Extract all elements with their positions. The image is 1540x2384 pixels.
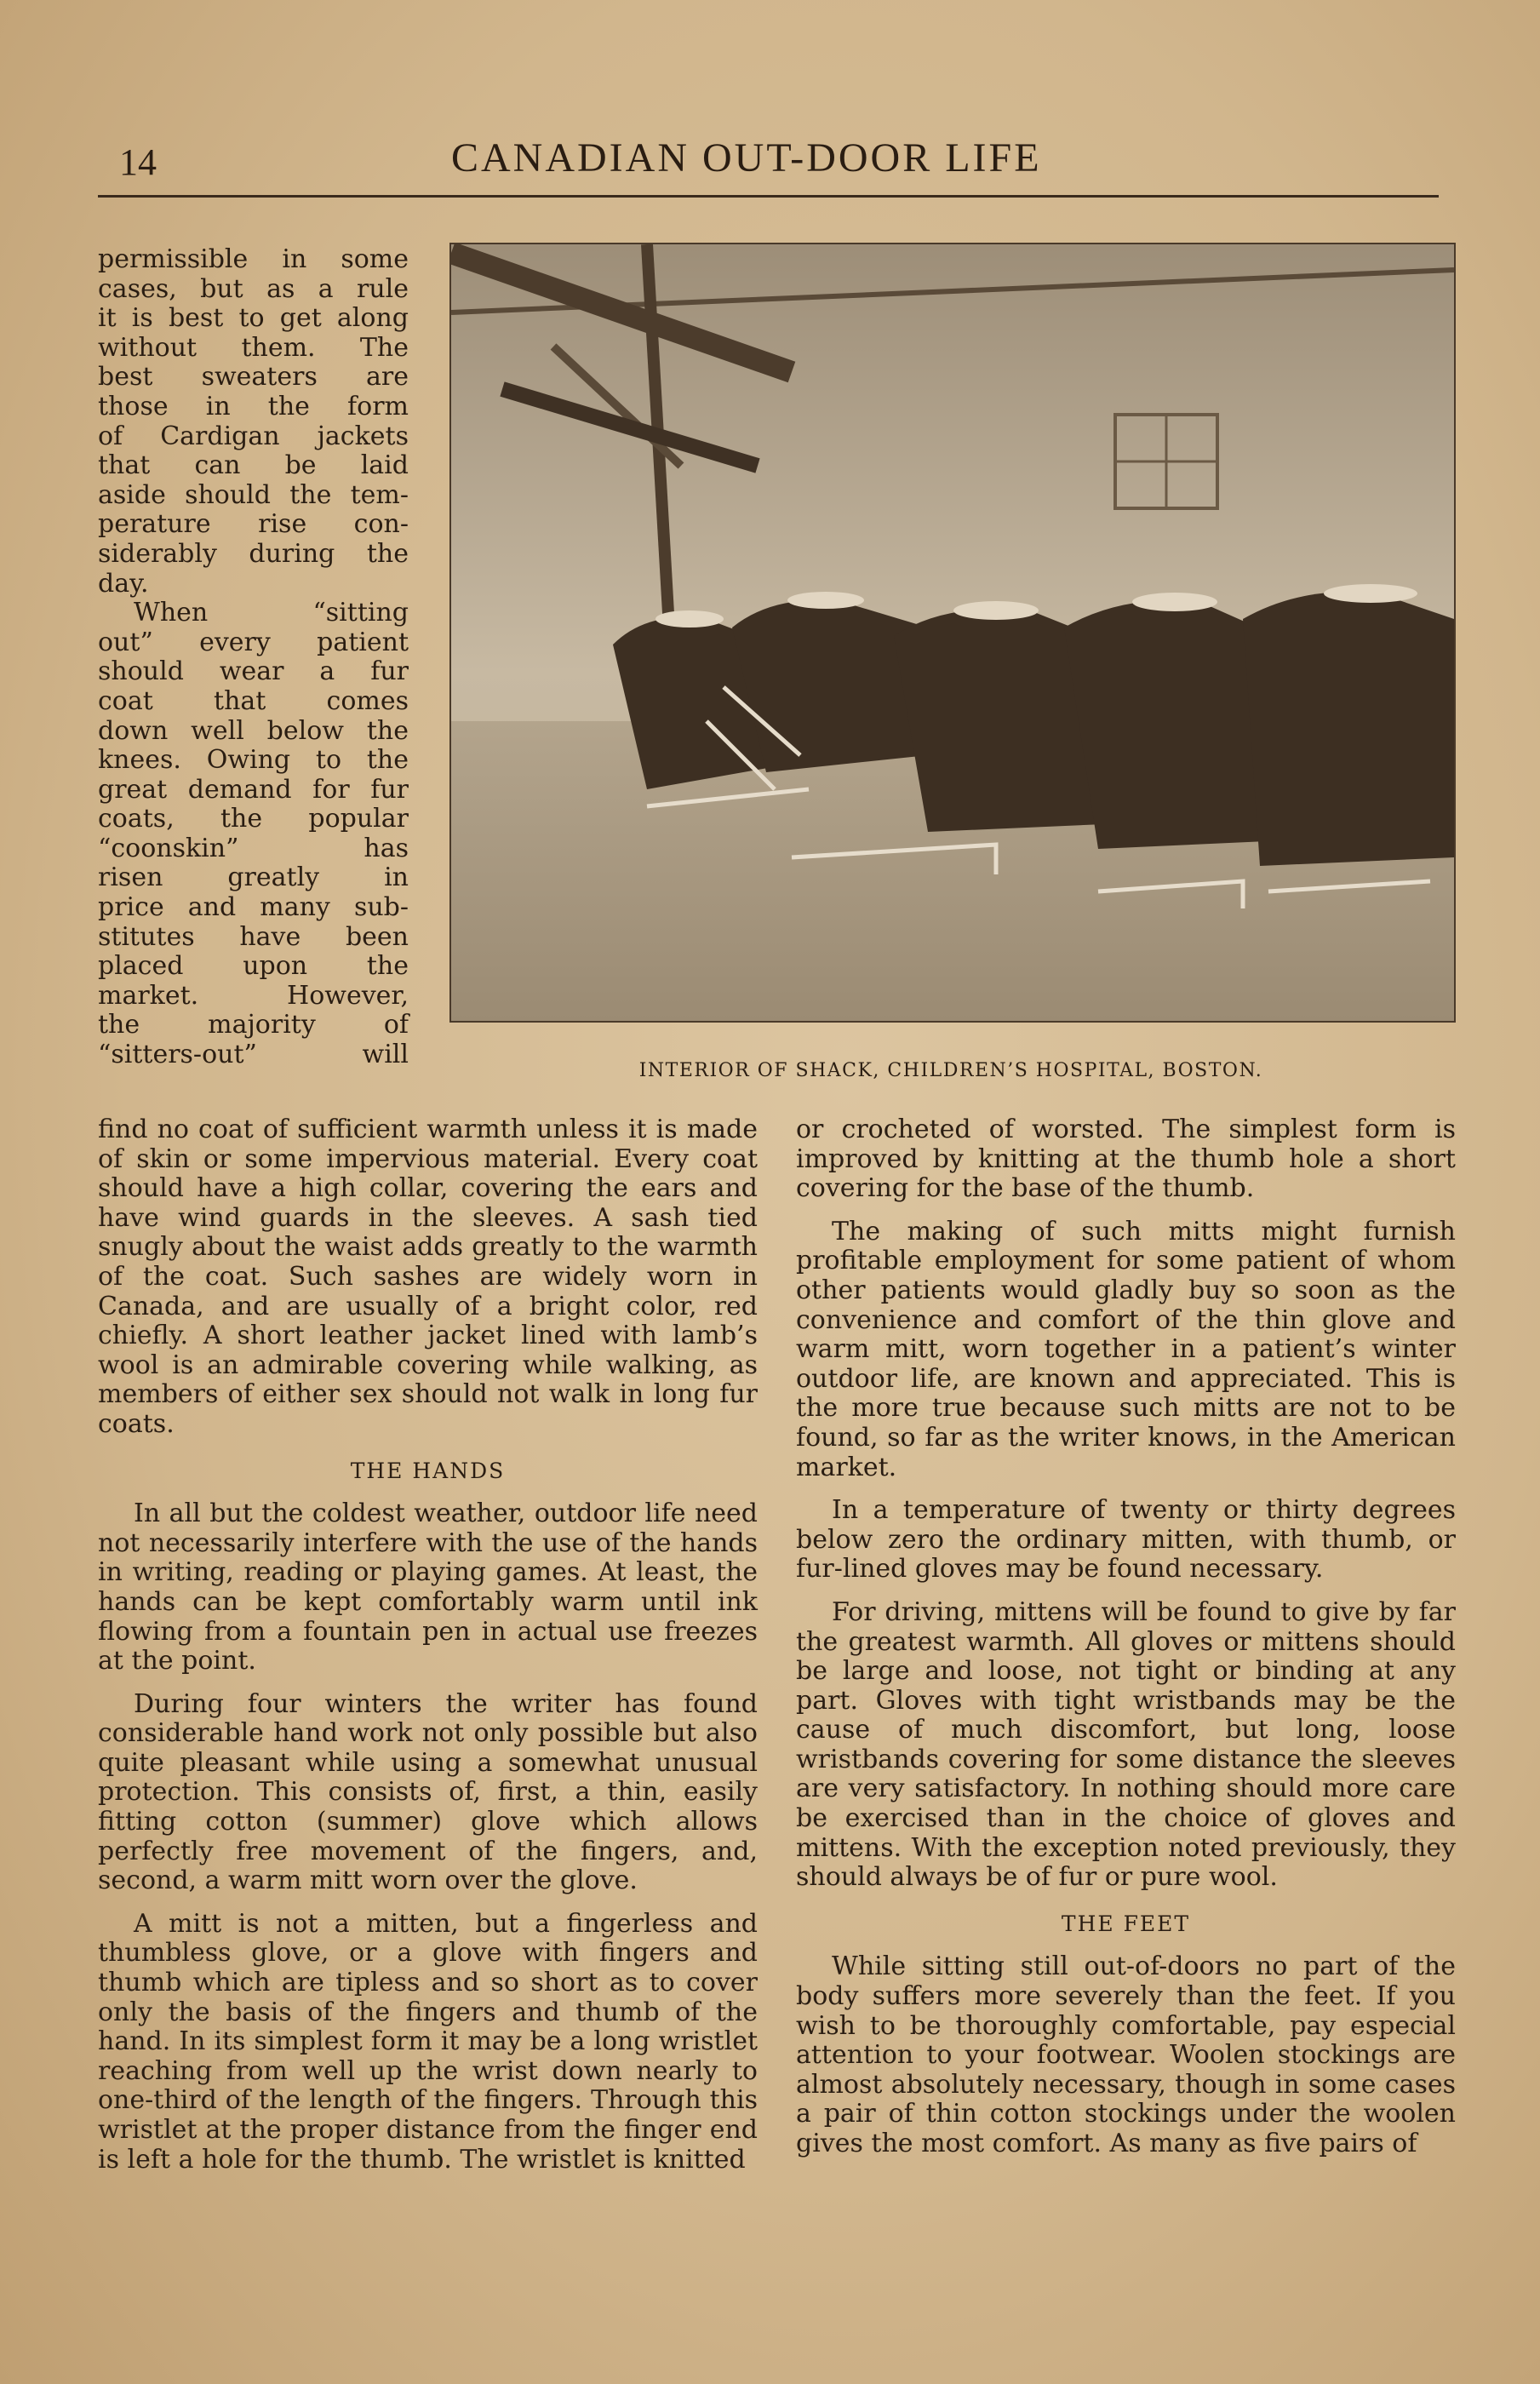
body-paragraph: find no coat of sufficient warmth unless it is made of skin or some impervious material. Every coat should have a high collar, covering the ears and have wind guards in the sleeves. A sash tied snugly about the waist adds greatly to the warmth of the coat. Such sashes are widely worn in Canada, and are usually of a bright color, red chiefly. A short leather jacket lined with lamb’s wool is an admirable covering while walking, as members of either sex should not walk in long fur coats.: [98, 1115, 758, 1439]
text-line: of Cardigan jackets: [98, 421, 409, 451]
body-paragraph: A mitt is not a mitten, but a fingerless and thumbless glove, or a glove with fingers and thumb which are tipless and so short as to cover only the basis of the fingers and thumb of the hand. In its simplest form it may be a long wristlet reaching from well up the wrist down nearly to one-third of the length of the fingers. Through this wristlet at the proper distance from the finger end is left a hole for the thumb. The wristlet is knitted: [98, 1908, 758, 2175]
text-line: out” every patient: [98, 627, 409, 657]
text-line: market. However,: [98, 980, 409, 1011]
body-paragraph: or crocheted of worsted. The simplest form is improved by knitting at the thumb hole a short covering for the base of the thumb.: [796, 1115, 1456, 1204]
text-line: coat that comes: [98, 685, 409, 716]
body-paragraph: For driving, mittens will be found to give by far the greatest warmth. All gloves or mittens should be large and loose, not tight or binding at any part. Gloves with tight wristbands may be the cause of much discomfort, but long, loose wristbands covering for some distance the sleeves are very satisfactory. In nothing should more care be exercised than in the choice of gloves and mittens. With the exception noted previously, they should always be of fur or pure wool.: [796, 1596, 1456, 1893]
text-line: When “sitting: [134, 598, 409, 628]
text-line: siderably during the: [98, 538, 409, 569]
section-heading-hands: THE HANDS: [350, 1458, 506, 1483]
text-line: price and many sub-: [98, 892, 409, 923]
text-line: aside should the tem-: [98, 479, 409, 510]
page-number: 14: [119, 141, 157, 183]
text-line: it is best to get along: [98, 303, 409, 334]
section-heading-feet: THE FEET: [1061, 1911, 1191, 1936]
body-paragraph: During four winters the writer has found considerable hand work not only possible but also quite pleasant while using a somewhat unusual protection. This consists of, first, a thin, easily fitting cotton (summer) glove which allows perfectly free movement of the fingers, and, second, a warm mitt worn over the glove.: [98, 1688, 758, 1896]
body-paragraph: The making of such mitts might furnish profitable employment for some patient of whom other patients would gladly buy so soon as the convenience and comfort of the thin glove and warm mitt, worn together in a patient’s winter outdoor life, are known and appreciated. This is the more true because such mitts are not to be found, so far as the writer knows, in the American market.: [796, 1216, 1456, 1482]
text-line: down well below the: [98, 715, 409, 746]
text-line: best sweaters are: [98, 362, 409, 393]
body-paragraph: In a temperature of twenty or thirty degrees below zero the ordinary mitten, with thumb, or fur-lined gloves may be found necessary.: [796, 1495, 1456, 1585]
intro-column: [98, 245, 409, 1070]
text-line: should wear a fur: [98, 656, 409, 687]
text-line: permissible in some: [98, 244, 409, 274]
text-line: placed upon the: [98, 951, 409, 982]
text-line: that can be laid: [98, 450, 409, 481]
running-title: CANADIAN OUT-DOOR LIFE: [451, 135, 1042, 181]
text-line: knees. Owing to the: [98, 745, 409, 776]
text-line: coats, the popular: [98, 804, 409, 834]
left-column: [98, 1115, 758, 2175]
text-line: the majority of: [98, 1010, 409, 1040]
body-paragraph: While sitting still out-of-doors no part of the body suffers more severely than the feet. If you wish to be thoroughly comfortable, pay especial attention to your footwear. Woolen stockings are almost absolutely necessary, though in some cases a pair of thin cotton stockings under the woolen gives the most comfort. As many as five pairs of: [796, 1951, 1456, 2158]
text-line: day.: [98, 568, 149, 599]
text-line: risen greatly in: [98, 862, 409, 893]
text-line: those in the form: [98, 391, 409, 421]
body-paragraph: In all but the coldest weather, outdoor life need not necessarily interfere with the use of the hands in writing, reading or playing games. At least, the hands can be kept comfortably warm until ink flowing from a fountain pen in actual use freezes at the point.: [98, 1499, 758, 1676]
text-line: cases, but as a rule: [98, 273, 409, 304]
right-column: [796, 1115, 1456, 2159]
text-line: “sitters-out” will: [98, 1040, 409, 1070]
text-line: “coonskin” has: [98, 833, 409, 863]
text-line: stitutes have been: [98, 921, 409, 952]
text-line: without them. The: [98, 332, 409, 363]
shack-interior-photo: [449, 243, 1456, 1023]
text-line: great demand for fur: [98, 774, 409, 805]
text-line: perature rise con-: [98, 509, 409, 540]
figure-caption: INTERIOR OF SHACK, CHILDREN’S HOSPITAL, BOSTON.: [638, 1060, 1263, 1081]
header-rule: [98, 195, 1439, 198]
